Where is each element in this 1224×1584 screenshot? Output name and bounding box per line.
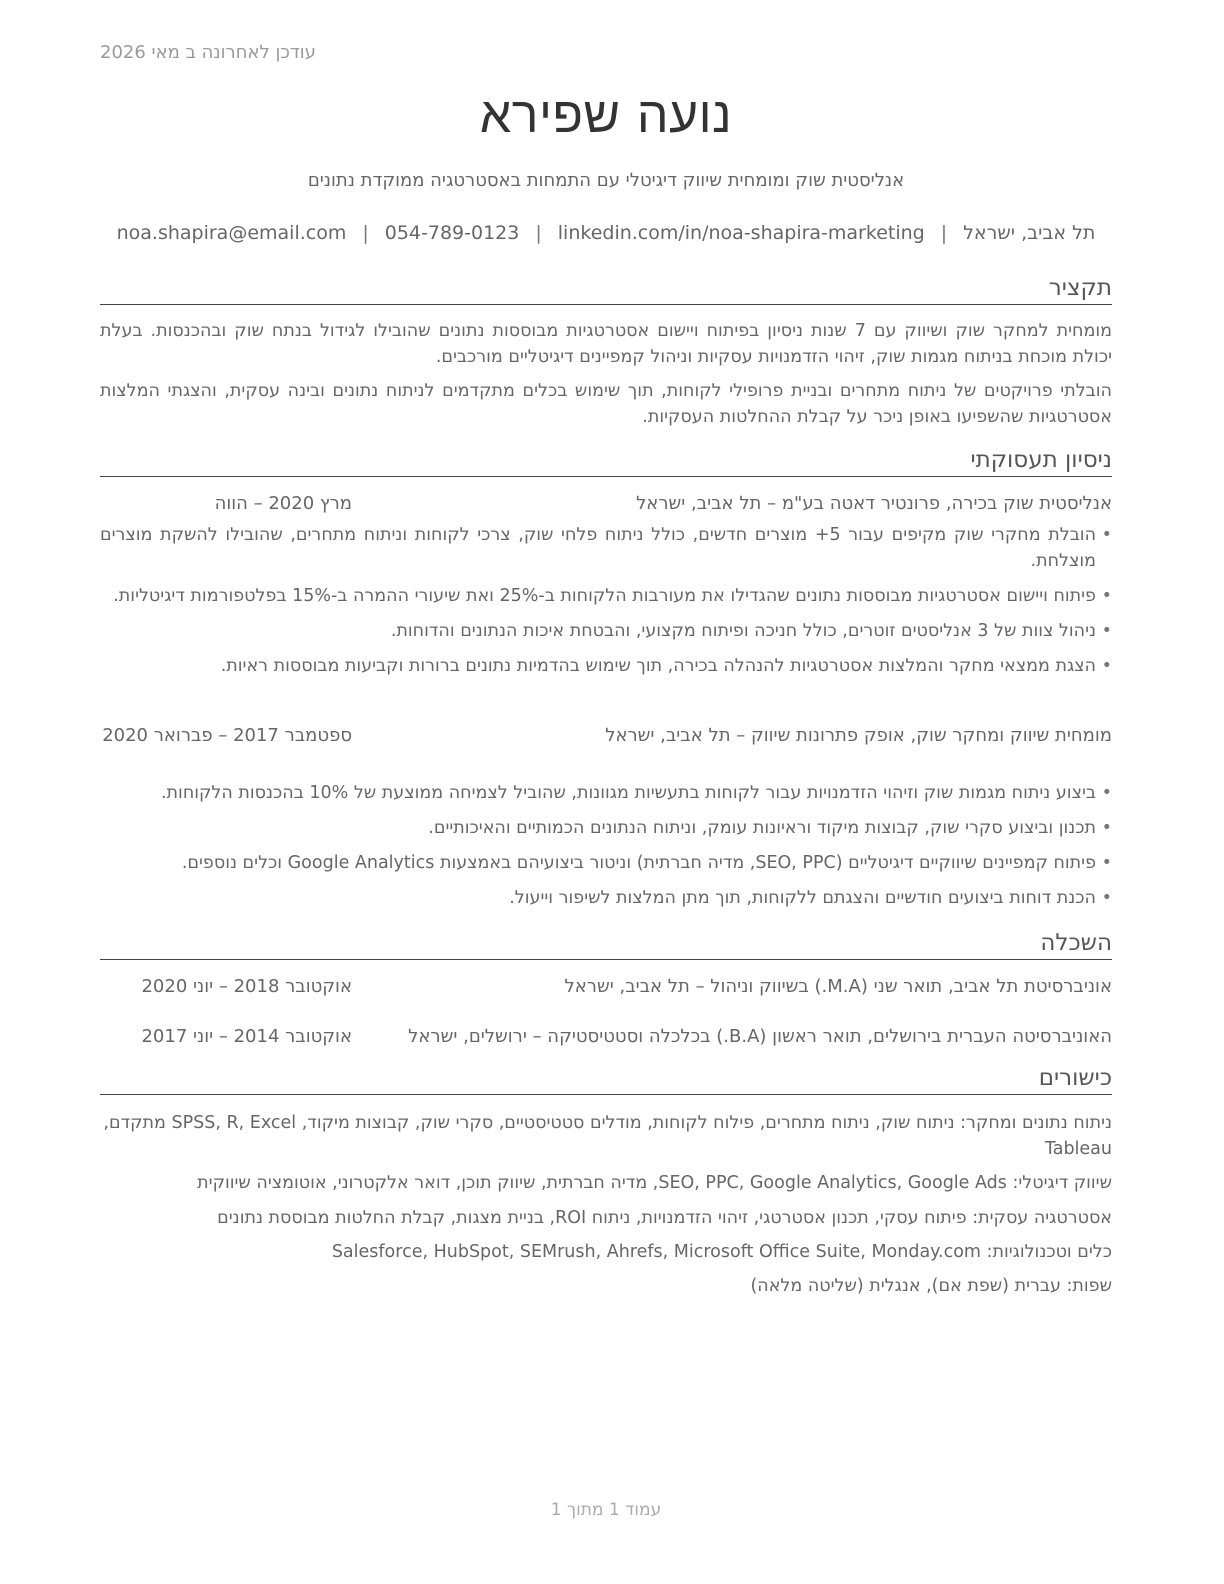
skill-line: אסטרטגיה עסקית: פיתוח עסקי, תכנון אסטרטגי, זיהוי הזדמנויות, ניתוח ROI, בניית מצגות, קבלת החלטות מבוססת נתונים (217, 1208, 1112, 1228)
experience-heading: ניסיון תעסוקתי (100, 446, 1112, 477)
education-title: האוניברסיטה העברית בירושלים, תואר ראשון (B.A.) בכלכלה וסטטיסטיקה – ירושלים, ישראל (408, 1026, 1112, 1047)
list-item: • ביצוע ניתוח מגמות שוק וזיהוי הזדמנויות עבור לקוחות בתעשיות מגוונות, שהוביל לצמיחה ממוצעת של 10% בהכנסות הלקוחות. (100, 780, 1112, 806)
education-title: אוניברסיטת תל אביב, תואר שני (M.A.) בשיווק וניהול – תל אביב, ישראל (564, 976, 1112, 997)
job-header (100, 491, 1112, 517)
list-item: • פיתוח ויישום אסטרטגיות מבוססות נתונים שהגדילו את מעורבות הלקוחות ב-25% ואת שיעורי ההמרה ב-15% בפלטפורמות דיגיטליות. (100, 583, 1112, 609)
contact-linkedin[interactable]: linkedin.com/in/noa-shapira-marketing (557, 222, 925, 244)
contact-separator: | (362, 222, 369, 244)
summary-heading: תקציר (100, 274, 1112, 305)
education-entry (100, 974, 1112, 1000)
skill-line: שפות: עברית (שפת אם), אנגלית (שליטה מלאה) (750, 1276, 1112, 1296)
education-dates: אוקטובר 2014 – יוני 2017 (141, 1026, 352, 1047)
list-item: • הובלת מחקרי שוק מקיפים עבור 5+ מוצרים חדשים, כולל ניתוח פלחי שוק, צרכי לקוחות וניתוח מתחרים, שהובילו להשקת מוצרים מוצלחת. (100, 522, 1112, 574)
skills-heading: כישורים (100, 1064, 1112, 1095)
skill-line: כלים וטכנולוגיות: Salesforce, HubSpot, SEMrush, Ahrefs, Microsoft Office Suite, Monday.com (331, 1242, 1112, 1262)
summary-paragraph: הובלתי פרויקטים של ניתוח מתחרים ובניית פרופילי לקוחות, תוך שימוש בכלים מתקדמים לניתוח נתונים ובינה עסקית, והצגתי המלצות אסטרטגיות שהשפיעו באופן ניכר על קבלת ההחלטות העסקיות. (100, 381, 1112, 427)
contact-email[interactable]: noa.shapira@email.com (116, 222, 347, 244)
page-number: עמוד 1 מתוך 1 (550, 1500, 662, 1520)
job-title: מומחית שיווק ומחקר שוק, אופק פתרונות שיווק – תל אביב, ישראל (605, 725, 1112, 746)
skill-line: ניתוח נתונים ומחקר: ניתוח שוק, ניתוח מתחרים, פילוח לקוחות, מודלים סטטיסטיים, סקרי שוק, קבוצות מיקוד, SPSS, R, Excel מתקדם, Tableau (103, 1113, 1112, 1159)
skill-line: שיווק דיגיטלי: SEO, PPC, Google Analytics, Google Ads, מדיה חברתית, שיווק תוכן, דואר אלקטרוני, אוטומציה שיווקית (197, 1173, 1112, 1193)
list-item: • ניהול צוות של 3 אנליסטים זוטרים, כולל חניכה ופיתוח מקצועי, והבטחת איכות הנתונים והדוחות. (100, 618, 1112, 644)
resume-page (100, 0, 1112, 1584)
job-bullets (100, 780, 1112, 920)
headline: אנליסטית שוק ומומחית שיווק דיגיטלי עם התמחות באסטרטגיה ממוקדת נתונים (307, 170, 905, 191)
job-dates: מרץ 2020 – הווה (214, 493, 352, 514)
education-heading: השכלה (100, 929, 1112, 960)
contact-line (100, 222, 1112, 244)
job-bullets (100, 522, 1112, 688)
education-dates: אוקטובר 2018 – יוני 2020 (141, 976, 352, 997)
last-updated: עודכן לאחרונה ב מאי 2026 (100, 42, 316, 63)
candidate-name: נועה שפירא (479, 86, 733, 144)
contact-separator: | (940, 222, 948, 244)
list-item: • פיתוח קמפיינים שיווקיים דיגיטליים (SEO, PPC, מדיה חברתית) וניטור ביצועיהם באמצעות Google Analytics וכלים נוספים. (100, 850, 1112, 876)
contact-location: תל אביב, ישראל (963, 222, 1096, 244)
job-title: אנליסטית שוק בכירה, פרונטיר דאטה בע"מ – תל אביב, ישראל (636, 493, 1112, 514)
list-item: • תכנון וביצוע סקרי שוק, קבוצות מיקוד וראיונות עומק, וניתוח הנתונים הכמותיים והאיכותיים. (100, 815, 1112, 841)
job-dates: ספטמבר 2017 – פברואר 2020 (102, 725, 352, 746)
contact-separator: | (535, 222, 542, 244)
list-item: • הכנת דוחות ביצועים חודשיים והצגתם ללקוחות, תוך מתן המלצות לשיפור וייעול. (100, 885, 1112, 911)
education-entry (100, 1024, 1112, 1050)
list-item: • הצגת ממצאי מחקר והמלצות אסטרטגיות להנהלה בכירה, תוך שימוש בהדמיות נתונים ברורות וקביעות מבוססות ראיות. (100, 653, 1112, 679)
summary-paragraph: מומחית למחקר שוק ושיווק עם 7 שנות ניסיון בפיתוח ויישום אסטרטגיות מבוססות נתונים שהובילו לגידול בנתח שוק ובהכנסות. בעלת יכולת מוכחת בניתוח מגמות שוק, זיהוי הזדמנויות עסקיות וניהול קמפיינים דיגיטליים מורכבים. (100, 321, 1112, 367)
contact-phone[interactable]: 054-789-0123 (384, 222, 520, 244)
job-header (100, 723, 1112, 749)
